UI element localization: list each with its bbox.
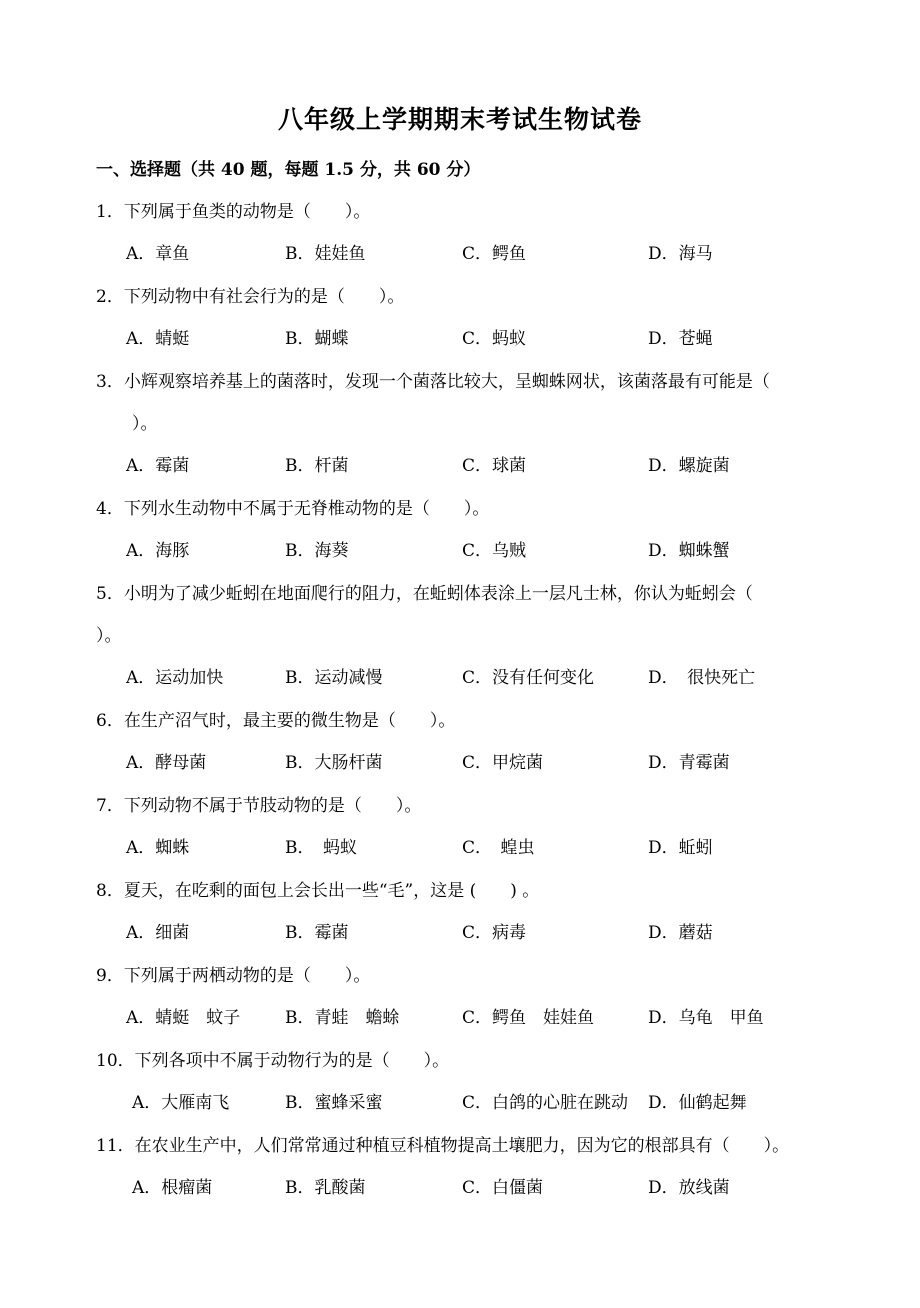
question-8-option-b: B．霉菌 xyxy=(285,923,349,943)
question-7-option-d: D．蚯蚓 xyxy=(648,838,713,858)
question-8-option-d: D．蘑菇 xyxy=(648,923,713,943)
page-title: 八年级上学期期末考试生物试卷 xyxy=(277,105,642,134)
question-6-option-c: C．甲烷菌 xyxy=(462,753,544,773)
question-10-option-c: C．白鸽的心脏在跳动 xyxy=(462,1093,629,1113)
question-4-option-c: C．乌贼 xyxy=(462,541,527,561)
section-heading: 一、选择题（共 40 题，每题 1.5 分，共 60 分） xyxy=(96,160,481,180)
question-11-stem: 11．在农业生产中，人们常常通过种植豆科植物提高土壤肥力，因为它的根部具有（ ）。 xyxy=(96,1136,790,1156)
question-3-option-a: A．霉菌 xyxy=(126,456,190,476)
question-2-option-d: D．苍蝇 xyxy=(648,329,713,349)
question-4-option-d: D．蜘蛛蟹 xyxy=(648,541,730,561)
question-6-stem: 6．在生产沼气时，最主要的微生物是（ ）。 xyxy=(96,711,456,731)
question-11-option-b: B．乳酸菌 xyxy=(285,1178,366,1198)
question-10-stem: 10．下列各项中不属于动物行为的是（ ）。 xyxy=(96,1051,450,1071)
question-5-option-c: C．没有任何变化 xyxy=(462,668,595,688)
question-5-option-a: A．运动加快 xyxy=(126,668,224,688)
question-8-option-a: A．细菌 xyxy=(126,923,190,943)
question-9-option-b: B．青蛙 蟾蜍 xyxy=(285,1008,400,1028)
question-11-option-c: C．白僵菌 xyxy=(462,1178,544,1198)
question-5-stem-continued: ）。 xyxy=(96,626,122,646)
question-6-option-a: A．酵母菌 xyxy=(126,753,207,773)
question-9-option-d: D．乌龟 甲鱼 xyxy=(648,1008,764,1028)
question-6-option-d: D．青霉菌 xyxy=(648,753,730,773)
question-9-option-a: A．蜻蜓 蚊子 xyxy=(126,1008,241,1028)
question-3-option-d: D．螺旋菌 xyxy=(648,456,730,476)
question-5-option-d: D． 很快死亡 xyxy=(648,668,756,688)
question-1-option-a: A．章鱼 xyxy=(126,244,190,264)
question-1-option-b: B．娃娃鱼 xyxy=(285,244,366,264)
question-4-stem: 4．下列水生动物中不属于无脊椎动物的是（ ）。 xyxy=(96,499,490,519)
question-7-stem: 7．下列动物不属于节肢动物的是（ ）。 xyxy=(96,796,422,816)
question-4-option-b: B．海葵 xyxy=(285,541,349,561)
question-2-option-c: C．蚂蚁 xyxy=(462,329,527,349)
question-8-option-c: C．病毒 xyxy=(462,923,527,943)
question-1-stem: 1．下列属于鱼类的动物是（ ）。 xyxy=(96,202,371,222)
question-10-option-d: D．仙鹤起舞 xyxy=(648,1093,747,1113)
question-7-option-b: B． 蚂蚁 xyxy=(285,838,357,858)
question-11-option-d: D．放线菌 xyxy=(648,1178,730,1198)
question-10-option-a: A．大雁南飞 xyxy=(132,1093,230,1113)
question-9-option-c: C．鳄鱼 娃娃鱼 xyxy=(462,1008,595,1028)
question-6-option-b: B．大肠杆菌 xyxy=(285,753,383,773)
question-1-option-d: D．海马 xyxy=(648,244,713,264)
question-7-option-c: C． 蝗虫 xyxy=(462,838,535,858)
question-3-option-c: C．球菌 xyxy=(462,456,527,476)
question-4-option-a: A．海豚 xyxy=(126,541,190,561)
question-2-stem: 2．下列动物中有社会行为的是（ ）。 xyxy=(96,287,405,307)
question-11-option-a: A．根瘤菌 xyxy=(132,1178,213,1198)
question-8-stem: 8．夏天，在吃剩的面包上会长出一些“毛”，这是 ( ) 。 xyxy=(96,881,540,901)
question-3-stem-continued: ）。 xyxy=(132,414,158,434)
question-5-stem: 5．小明为了减少蚯蚓在地面爬行的阻力，在蚯蚓体表涂上一层凡士林，你认为蚯蚓会（ xyxy=(96,584,753,604)
question-7-option-a: A．蜘蛛 xyxy=(126,838,190,858)
question-3-option-b: B．杆菌 xyxy=(285,456,349,476)
question-5-option-b: B．运动减慢 xyxy=(285,668,383,688)
question-9-stem: 9．下列属于两栖动物的是（ ）。 xyxy=(96,966,371,986)
question-3-stem: 3．小辉观察培养基上的菌落时，发现一个菌落比较大，呈蜘蛛网状，该菌落最有可能是（ xyxy=(96,372,770,392)
question-10-option-b: B．蜜蜂采蜜 xyxy=(285,1093,383,1113)
question-2-option-a: A．蜻蜓 xyxy=(126,329,190,349)
question-1-option-c: C．鳄鱼 xyxy=(462,244,527,264)
question-2-option-b: B．蝴蝶 xyxy=(285,329,349,349)
